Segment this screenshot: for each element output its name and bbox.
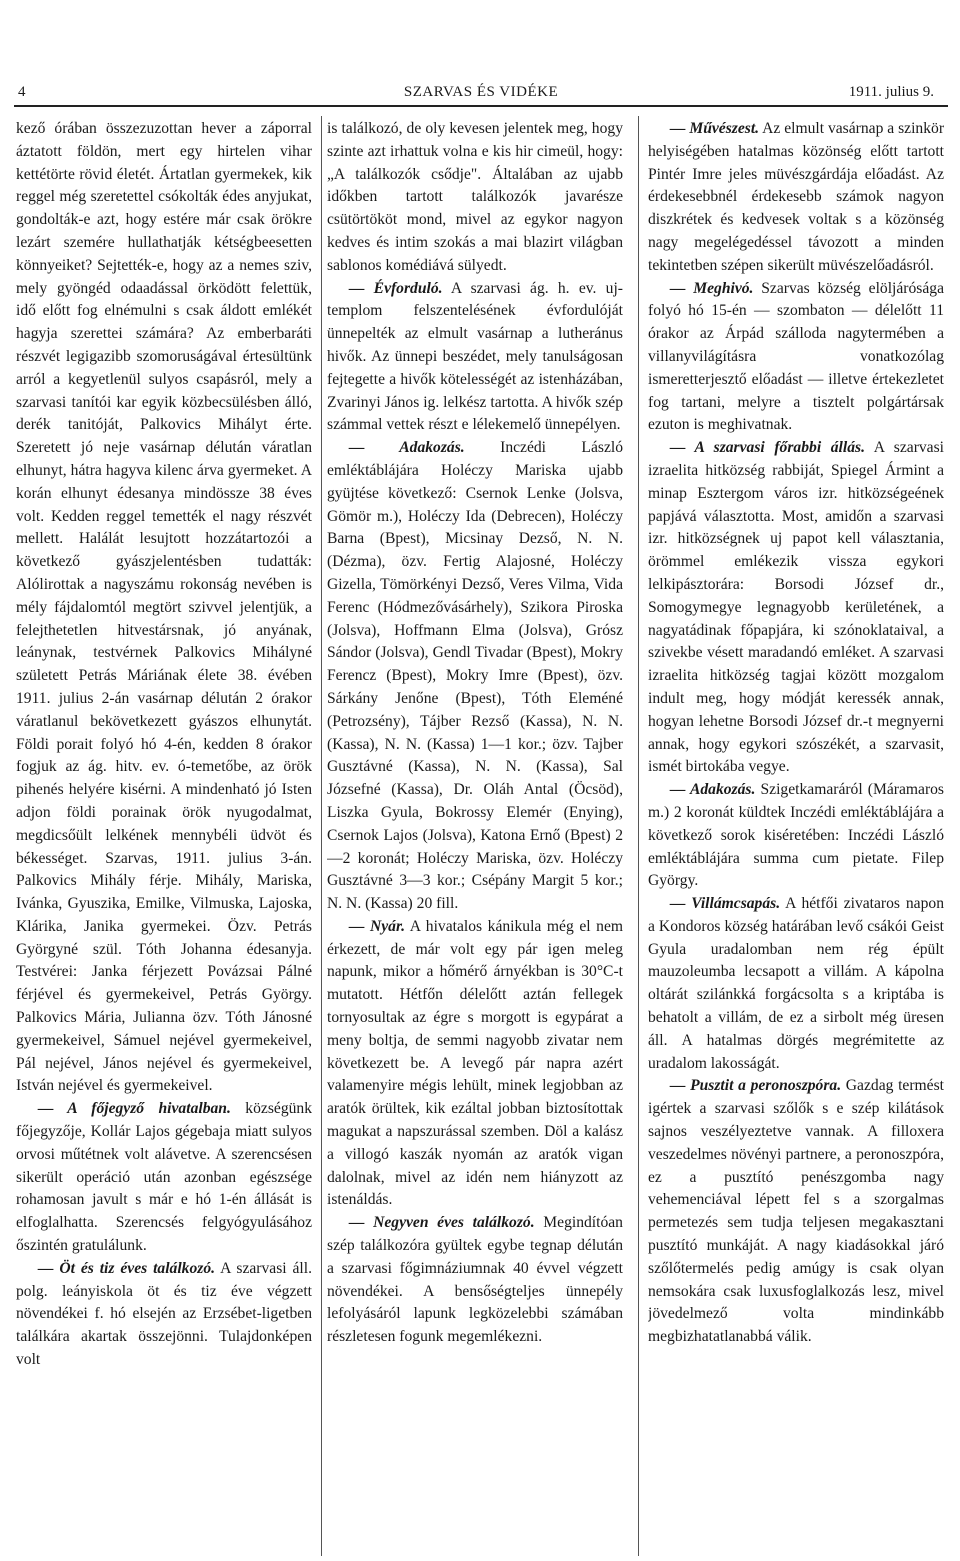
page-header [14, 82, 948, 106]
column-divider-1 [321, 116, 322, 1556]
article-text: Szarvas község elöljárósága folyó hó 15-én — szombaton — délelőtt 11 órakor az Árpád szálloda nagytermében a villanyvilágításra vonatkozólag ismeretterjesztő előadást — illetve értekezletet fog tartani, melyre a tisztelt polgártársak ezuton is meghivatnak. [648, 279, 944, 434]
header-rule [14, 105, 948, 107]
article-text: Gazdag termést igértek a szarvasi szőlők s e szép kilátások sajnos veszélyeztetve vannak. A filloxera veszedelmes növényi partnere, a peronoszpóra, ez a pusztító penészgomba nagy vehemenciával lépett fel s a szorgalmas permetezés sem tudja teljesen megakasztani pusztító munkáját. A nagy kiadásokkal járó szőlőtermelés pedig amúgy is csak olyan nemsokára csak luxusfoglalkozás lesz, mivel jövedelmező volta mindinkább megbizhatatlanabbá válik. [648, 1077, 944, 1346]
article-paragraph [648, 1075, 944, 1349]
article-text: Szigetkamaráról (Máramaros m.) 2 koronát küldtek Inczédi emléktáblájára a következő sorok kiséretében: Inczédi László emléktáblájára summa cum pietate. Filep György. [648, 781, 944, 890]
article-text: Az elmult vasárnap a szinkör helyiségében hatalmas közönség előtt tartott Pintér Imre jeles müvészgárdája előadást. Az érdekesebbnél érdekesebb számok nagyon diszkrétek és kedvesek voltak s a közönség nagy megelégedéssel távozott a minden tekintetben szépen sikerült müvészelőadásról. [648, 120, 944, 274]
article-heading: — A főjegyző hivatalban. [37, 1100, 231, 1118]
article-paragraph [327, 118, 623, 278]
article-text: községünk főjegyzője, Kollár Lajos gégebaja miatt sulyos orvosi műtétnek volt alávetve. A szerencsésen sikerült operáció után azonban egészsége rohamosan javult s már e hó 1-én állását is elfoglalhatta. Szerencsés felgyógyulásához őszintén gratulálunk. [16, 1100, 312, 1255]
article-paragraph [327, 278, 623, 438]
article-paragraph [648, 278, 944, 438]
article-heading: — Évforduló. [348, 279, 443, 297]
article-text: A hivatalos kánikula még el nem érkezett, de már volt egy pár igen meleg napunk, mikor a hőmérő árnyékban is 30°C-t mutatott. Hétfőn délelőtt aztán fellegek tornyosultak az égre s morgott is egypárat a meny boltja, de semmi nagyobb zivatar nem következett be. A levegő pár napra azért valamenyire mégis lehült, minek legjobban az aratók örültek, kik ezáltal jobban biztosítottak magukat a napszurással szemben. Döl a kalász a villogó kaszák nyomán az aratók vigan dalolnak, mivel az idén nem hiányzott az istenáldás. [327, 917, 623, 1209]
article-heading: — A szarvasi főrabbi állás. [669, 439, 865, 457]
article-text: Megindítóan szép találkozóra gyültek egybe tegnap délután a szarvasi főgimnáziumnak 40 évvel végzett növendékei. A bensőségteljes ünnepély lefolyásáról lapunk legközelebbi számában részletesen fogunk megemlékezni. [327, 1214, 623, 1346]
article-heading: — Öt és tiz éves találkozó. [37, 1259, 216, 1277]
newspaper-title: SZARVAS ÉS VIDÉKE [403, 84, 559, 100]
article-heading: — Adakozás. [669, 781, 756, 799]
article-heading: — Művészest. [669, 120, 760, 137]
article-text: A szarvasi ág. h. ev. uj-templom felszentelésének évfordulóját ünnepelték az elmult vasárnap a lutheránus hivők. Az ünnepi beszédet, mely tanulságosan fejtegette a hivők kötelességét az istenházában, Zvarinyi János ig. lelkész tartotta. A hivők szép számmal vettek részt e lélekemelő ünnepélyen. [327, 279, 623, 434]
article-heading: — Adakozás. [348, 439, 465, 457]
column-divider-2 [638, 116, 639, 1556]
article-paragraph [16, 118, 312, 1098]
article-text: A hétfői zivataros napon a Kondoros község határában levő csákói Geist Gyula uradalomban nem rég épült mauzoleumba lecsapott a villám. A kápolna oltárát szilánkká forgácsolta s a kriptába is behatolt a villám, de ez a sirbolt még üresen áll. A hatalmas dörgés megrémitette az uradalom lakosságát. [648, 895, 944, 1072]
article-heading: — Nyár. [348, 917, 406, 935]
column-3 [648, 118, 944, 1558]
article-text: Inczédi László emléktáblájára Holéczy Mariska ujabb gyüjtése következő: Csernok Lenke (Jolsva, Gömör m.), Holéczy Ida (Debrecen), Holéczy Barna (Bpest), Micsinay Dezső, N. N. (Dézma), özv. Fertig Alajosné, Holéczy Gizella, Tömörkényi Dezső, Veres Vilma, Vida Ferenc (Hódmezővásárhely), Szikora Piroska (Jolsva), Hoffmann Elma (Jolsva), Grósz Sándor (Jolsva), Gendl Tivadar (Bpest), Mokry Ferencz (Bpest), Mokry Imre (Bpest), özv. Sárkány Jenőne (Bpest), Tóth Eleméné (Petrozsény), Tájber Rezső (Kassa), N. N. (Kassa), N. N. (Kassa) 1—1 kor.; özv. Tajber Gusztávné (Kassa), N. N. (Kassa), Sal Józsefné (Kassa), Dr. Oláh Antal (Öcsöd), Liszka Gyula, Bokrossy Elemér (Enying), Csernok Lajos (Jolsva), Katona Ernő (Bpest) 2—2 koronát; Holéczy Mariska, özv. Holéczy Gusztávné 3—3 kor.; Csépány Margit 5 kor.; N. N. (Kassa) 20 fill. [327, 439, 623, 913]
article-paragraph [327, 916, 623, 1212]
column-2 [327, 118, 623, 1558]
article-paragraph [327, 437, 623, 916]
article-paragraph [16, 1258, 312, 1372]
article-text: is találkozó, de oly kevesen jelentek meg, hogy szinte azt irhattuk volna e kis hir cimeül, hogy: „A találkozók csődje". Általában az ujabb időkben tartott találkozók javarésze csütörtököt mond, mivel az egykor nagyon kedves és intim szokás a mai blazirt világban sablonos komédiává sülyedt. [327, 120, 623, 274]
article-paragraph [648, 779, 944, 893]
article-text: A szarvasi izraelita hitközség rabbiját, Spiegel Ármint a minap Esztergom város izr. hitközségeének papjává választotta. Most, amidőn a szarvasi izr. hitközségnek uj papot kell választania, örömmel emlékezik vissza egykori lelkipásztorára: Borsodi József dr., Somogymegye legnagyobb kerületének, a nagyatádinak főpapjára, ki szónoklataival, a szivekbe vésett maradandó emléket. A szarvasi izraelita hitközség tagjai között mozgalom indult meg, hogy módját keressék annak, hogyan lehetne Borsodi József dr.-t megnyerni annak, hogy egykori szószékét, a szarvasit, ismét birtokába vegye. [648, 439, 944, 776]
article-paragraph [648, 893, 944, 1075]
article-heading: — Meghivó. [669, 279, 754, 297]
article-paragraph [648, 437, 944, 779]
page-number: 4 [18, 84, 26, 100]
article-text: kező órában összezuzottan hever a záporral áztatott földön, mert egy hirtelen vihar kettétörte rövid életét. Ártatlan gyermekek, kik reggel még szeretettel csókolták édes anyjukat, gondolták-e azt, hogy estére már csak örökre lezárt szemére hullathatják kétségbeesetten könnyeiket? Sejtették-e, hogy az a nemes sziv, mely gyöngéd odaadással örködött felettük, idő előtt fog elnémulni s csak áldott emlékét hagyja szerettei számára? Az emberbaráti részvét legigazibb szomoruságával értesültünk arról a kegyetlenül sulyos csapásról, mely a szarvasi tanítói kar egyik közbecsülésben álló, derék tanitóját, Palkovics Mihályt érte. Szeretett jó neje vasárnap délután váratlan elhunyt, hátra hagyva kilenc árva gyermeket. A korán elhunyt édesanya mindössze 38 éves volt. Kedden reggel temették el nagy részvét mellett. Halálát lesujtott hozzátartozói a következő gyászjelentésben tudatták: Alólirottak a nagyszámu rokonság nevében is mély fájdalomtól megtört szivvel jelentjük, a felejthetetlen hitvestársnak, jó anyának, leánynak, testvérnek Palkovics Mihályné született Petrás Máriának élete 38. évében 1911. julius 2-án vasárnap délután 2 órakor váratlanul bekövetkezett gyászos elhunytát. Földi porait folyó hó 4-én, kedden 8 órakor fogjuk az ág. hitv. ev. ó-temetőbe, az örök pihenés helyére kisérni. A mindenható jó Isten adjon földi porainak örök nyugodalmat, megdicsőült lelkének mennybéli üdvöt és békességet. Szarvas, 1911. julius 3-án. Palkovics Mihály férje. Mihály, Mariska, Ivánka, Gyuszika, Emilke, Vilmuska, Lajoska, Klárika, Janika gyermekei. Özv. Petrás Györgyné szül. Tóth Johanna édesanyja. Testvérei: Janka férjezett Povázsai Pálné férjével és gyermekeivel, Petrás György. Palkovics Mária, Julianna özv. Tóth Jánosné gyermekeivel, Sámuel nejével gyermekeivel, Pál nejével, János nejével és gyermekeivel, István nejével és gyermekeivel. [16, 120, 312, 1095]
article-paragraph [648, 118, 944, 278]
article-paragraph [327, 1212, 623, 1349]
article-heading: — Pusztit a peronoszpóra. [669, 1077, 842, 1095]
article-text: A szarvasi áll. polg. leányiskola öt és tiz éve végzett növendékei f. hó elsején az Erzsébet-ligetben találkára akartak összejönni. Tulajdonképen volt [16, 1259, 312, 1369]
article-paragraph [16, 1098, 312, 1258]
article-heading: — Villámcsapás. [669, 895, 781, 913]
article-heading: — Negyven éves találkozó. [348, 1214, 535, 1232]
column-1 [16, 118, 312, 1558]
issue-date: 1911. julius 9. [848, 84, 934, 100]
